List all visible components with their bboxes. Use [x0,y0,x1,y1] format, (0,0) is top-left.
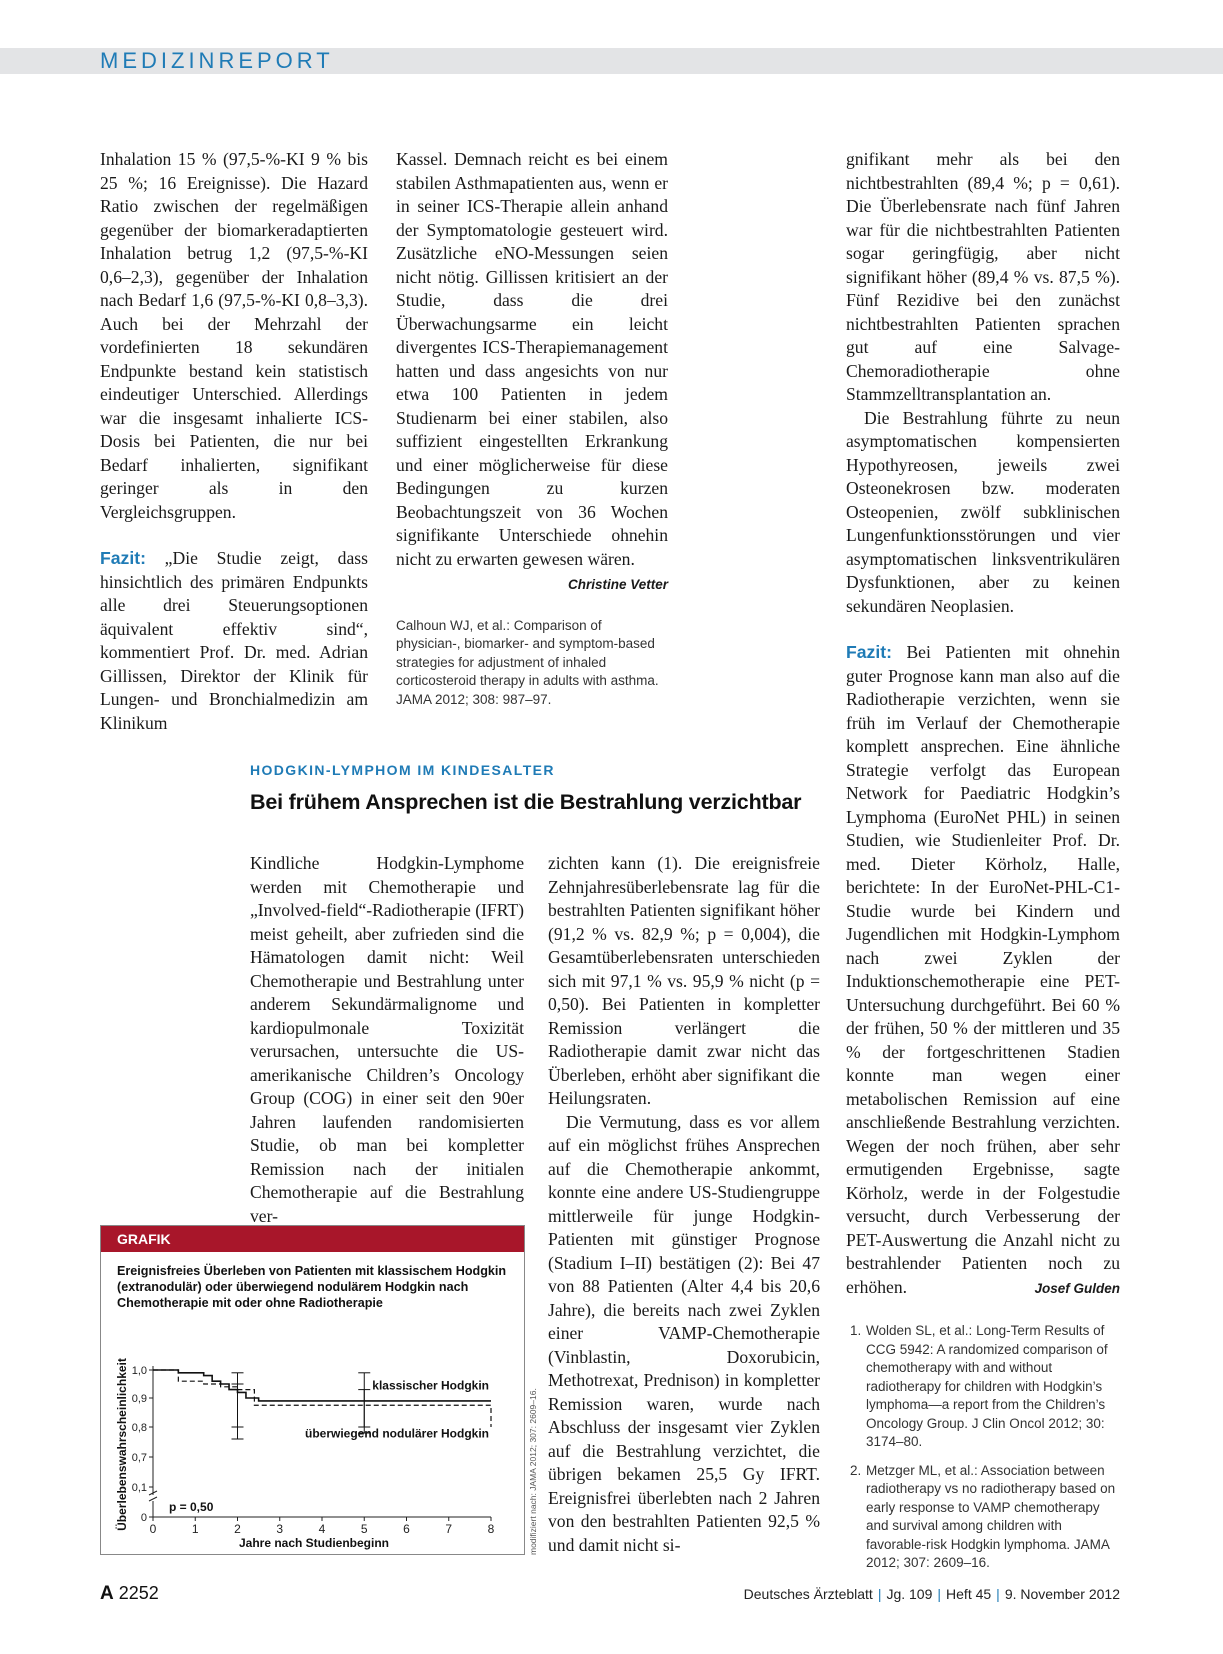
fazit-text: „Die Studie zeigt, dass hinsichtlich des primären Endpunkts alle drei Steuerungsoptionen äquivalent effektiv sind“, kommentiert Prof. Dr. med. Adrian Gillissen, Direktor der Klinik für Lungen- und Bronchialmedizin am Klinikum [100,548,368,733]
column-1 [100,148,368,735]
y-tick-label: 0 [140,1512,147,1524]
article-paragraph-b1: zichten kann (1). Die ereignisfreie Zehnjahresüberlebensrate lag für die bestrahlten Patienten signifikant höher (91,2 % vs. 82,9 %; p = 0,004), die Gesamtüberlebensraten unterschieden sich mit 97,1 % vs. 95,9 % nicht (p = 0,50). Bei Patienten in kompletter Remission verlängert die Radiotherapie damit zwar nicht das Überleben, erhöht aber signifikant die Heilungsraten. [548,853,820,1108]
fazit-label: Fazit: [100,548,146,568]
x-tick-label: 8 [487,1522,495,1536]
x-tick-label: 3 [276,1522,284,1536]
series-label-classic: klassischer Hodgkin [372,1378,489,1393]
grafik-source-note: modifiziert nach: JAMA 2012; 307: 2609–16. [528,1388,538,1555]
journal-info: Deutsches Ärzteblatt | Jg. 109 | Heft 45 | 9. November 2012 [743,1586,1120,1602]
column-2 [396,148,668,709]
p-value-annotation: p = 0,50 [169,1500,214,1514]
section-title: MEDIZINREPORT [100,48,334,73]
article-headline: Bei frühem Ansprechen ist die Bestrahlung verzichtbar [250,790,802,814]
y-tick-label: 1,0 [131,1365,147,1377]
x-tick-label: 2 [234,1522,241,1536]
reference-calhoun: Calhoun WJ, et al.: Comparison of physician-, biomarker- and symptom-based strategies for adjustment of inhaled corticosteroid therapy in adults with asthma. JAMA 2012; 308: 987–97. [396,617,659,707]
grafik-label: GRAFIK [101,1226,524,1252]
grafik-box [100,1225,525,1555]
article-kicker: HODGKIN-LYMPHOM IM KINDESALTER [250,762,555,778]
article-column-b [548,852,820,1557]
y-tick-label: 0,9 [131,1393,147,1405]
fazit-label: Fazit: [846,642,892,662]
article-paragraph-b2: Die Vermutung, dass es vor allem auf ein möglichst frühes Ansprechen auf die Chemotherapie ankommt, konnte eine andere US-Studiengruppe mittlerweile für junge Hodgkin-Patienten mit günstiger Prognose (Stadium I–II) bestätigen (2): Bei 47 von 88 Patienten (Alter 4,4 bis 20,6 Jahre), die bereits nach zwei Zyklen einer VAMP-Chemotherapie (Vinblastin, Doxorubicin, Methotrexat, Prednison) in kompletter Remission waren, wurde nach Abschluss der insgesamt vier Zyklen auf die Bestrahlung verzichtet, die übrigen bekamen 25,5 Gy IFRT. Ereignisfrei überlebten nach 2 Jahren von den bestrahlten Patienten 92,5 % und damit nicht si- [548,1111,820,1555]
y-tick-label: 0,7 [131,1452,147,1464]
col3-fazit [846,641,1120,1299]
col1-fazit [100,547,368,735]
series-label-nodular: überwiegend nodulärer Hodgkin [304,1426,489,1441]
col1-paragraph: Inhalation 15 % (97,5-%-KI 9 % bis 25 %; 16 Ereignisse). Die Hazard Ratio zwischen der regelmäßigen gegenüber der biomarkeradaptierten Inhalation betrug 1,2 (97,5-%-KI 0,6–2,3), gegenüber der Inhalation nach Bedarf 1,6 (97,5-%-KI 0,8–3,3). Auch bei der Mehrzahl der vordefinierten 18 sekundären Endpunkte bestand kein statistisch eindeutiger Unterschied. Allerdings war die insgesamt inhalierte ICS-Dosis bei Patienten, die nur bei Bedarf inhalierten, signifikant geringer als in den Vergleichsgruppen. [100,149,368,522]
x-tick-label: 1 [191,1522,199,1536]
grafik-title: Ereignisfreies Überleben von Patienten mit klassischem Hodgkin (extranodulär) oder überwiegend nodulärem Hodgkin nach Chemotherapie mit oder ohne Radiotherapie [117,1264,507,1310]
page-number: A 2252 [100,1583,159,1604]
author-gulden: Josef Gulden [1034,1281,1120,1296]
km-chart [101,1226,524,1554]
col2-paragraph: Kassel. Demnach reicht es bei einem stabilen Asthmapatienten aus, wenn er in seiner ICS-Therapie allein anhand der Symptomatologie gesteuert wird. Zusätzliche eNO-Messungen seien nicht nötig. Gillissen kritisiert an der Studie, dass die drei Überwachungsarme ein leicht divergentes ICS-Therapiemanagement hatten und dass angesichts von nur etwa 100 Patienten in jedem Studienarm bei einer stabilen, also suffizient eingestellten Erkrankung und einer möglicherweise für diese Bedingungen zu kurzen Beobachtungszeit von 36 Wochen signifikante Unterschiede ohnehin nicht zu erwarten gewesen wären. [396,149,668,569]
x-tick-label: 0 [149,1522,157,1536]
x-tick-label: 5 [360,1522,368,1536]
article-paragraph-a: Kindliche Hodgkin-Lymphome werden mit Chemotherapie und „Involved-field“-Radiotherapie (IFRT) meist geheilt, aber zufrieden sind die Hämatologen damit nicht: Weil Chemotherapie und Bestrahlung unter anderem Sekundärmalignome und kardiopulmonale Toxizität verursachen, untersuchte die US-amerikanische Children’s Oncology Group (COG) in einer seit den 90er Jahren laufenden randomisierten Studie, ob man bei kompletter Remission nach der initialen Chemotherapie auf die Bestrahlung ver- [250,853,524,1226]
x-axis-label: Jahre nach Studienbeginn [238,1536,390,1550]
reference-item: 2. Metzger ML, et al.: Association between radiotherapy vs no radiotherapy based on early response to VAMP chemotherapy and survival among children with favorable-risk Hodgkin lymphoma. JAMA 2012; 307: 2609–16. [850,1462,1116,1570]
reference-list [850,1322,1125,1583]
y-tick-label: 0,1 [131,1482,147,1494]
x-tick-label: 7 [445,1522,453,1536]
reference-item: 1. Wolden SL, et al.: Long-Term Results of CCG 5942: A randomized comparison of chemotherapy with and without radiotherapy for children with Hodgkin’s lymphoma—a report from the Children’s Oncology Group. J Clin Oncol 2012; 30: 3174–80. [850,1323,1108,1449]
y-axis-label: Überlebenswahrscheinlichkeit [115,1358,129,1531]
y-tick-label: 0,8 [131,1422,147,1434]
axis-break-mark [149,1491,157,1501]
author-vetter: Christine Vetter [567,577,668,592]
col3-paragraph-2: Die Bestrahlung führte zu neun asymptomatischen kompensierten Hypothyreosen, jeweils zwei Osteonekrosen bzw. moderaten Osteopenien, zwölf subklinischen Lungenfunktionsstörungen und vier asymptomatischen linksventrikulären Dysfunktionen, aber zu keinen sekundären Neoplasien. [846,407,1120,616]
column-3 [846,148,1120,1301]
article-column-a [250,852,524,1228]
x-tick-label: 4 [318,1522,326,1536]
x-tick-label: 6 [403,1522,410,1536]
fazit-text: Bei Patienten mit ohnehin guter Prognose kann man also auf die Radiotherapie verzichten, wenn sie früh im Verlauf der Chemotherapie komplett ansprechen. Eine ähnliche Strategie verfolgt das European Network for Paediatric Hodgkin’s Lymphoma (EuroNet PHL) in seinen Studien, wie Studienleiter Prof. Dr. med. Dieter Körholz, Halle, berichtete: In der EuroNet-PHL-C1-Studie wurde bei Kindern und Jugendlichen mit Hodgkin-Lymphom nach zwei Zyklen der Induktionschemotherapie eine PET-Untersuchung durchgeführt. Bei 60 % der frühen, 50 % der mittleren und 35 % der fortgeschrittenen Stadien konnte man wegen einer metabolischen Remission auf eine anschließende Bestrahlung verzichten. Wegen der noch frühen, aber sehr ermutigenden Ergebnisse, sagte Körholz, werde in der Folgestudie versucht, durch Verbesserung der PET-Auswertung die Anzahl nicht zu bestrahlender Patienten noch zu erhöhen. [846,642,1120,1297]
col3-paragraph-1: gnifikant mehr als bei den nichtbestrahlten (89,4 %; p = 0,61). Die Überlebensrate nach fünf Jahren war für die nichtbestrahlten Patienten sogar geringfügig, aber nicht signifikant höher (89,4 % vs. 87,5 %). Fünf Rezidive bei den zunächst nichtbestrahlten Patienten sprachen gut auf eine Salvage-Chemoradiotherapie ohne Stammzelltransplantation an. [846,149,1120,404]
